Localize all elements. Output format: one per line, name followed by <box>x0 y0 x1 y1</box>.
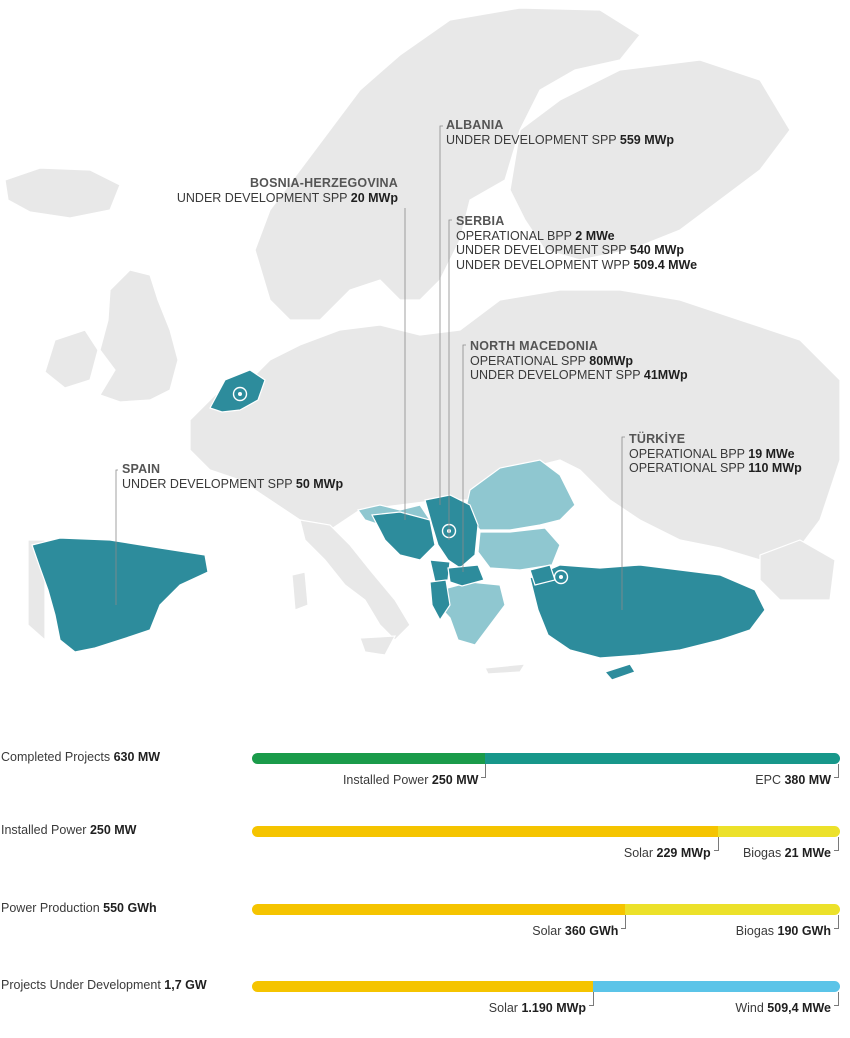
label-bosnia: BOSNIA-HERZEGOVINA UNDER DEVELOPMENT SPP 20 MWp <box>176 176 398 205</box>
bar-track <box>252 826 840 837</box>
bar-completed-projects <box>0 750 850 810</box>
segment-label: Solar 229 MWp <box>623 846 711 860</box>
bar-segment <box>485 753 840 764</box>
label-albania: ALBANIA UNDER DEVELOPMENT SPP 559 MWp <box>446 118 675 147</box>
country-bosnia <box>372 512 435 560</box>
segment-label: EPC 380 MW <box>755 773 831 787</box>
bar-label: Completed Projects 630 MW <box>1 750 161 764</box>
label-spain: SPAIN UNDER DEVELOPMENT SPP 50 MWp <box>122 462 344 491</box>
label-spain-title: SPAIN <box>122 462 161 476</box>
segment-label: Wind 509,4 MWe <box>735 1001 831 1015</box>
label-albania-title: ALBANIA <box>446 118 504 132</box>
bar-segment <box>252 981 593 992</box>
bar-label: Projects Under Development 1,7 GW <box>1 978 207 992</box>
label-bosnia-title: BOSNIA-HERZEGOVINA <box>249 176 398 190</box>
bar-track <box>252 753 840 764</box>
bar-segment <box>625 904 840 915</box>
bar-segment <box>718 826 840 837</box>
country-turkiye <box>530 565 765 658</box>
label-north-macedonia-title: NORTH MACEDONIA <box>470 339 598 353</box>
bar-segment <box>252 753 485 764</box>
segment-label: Installed Power 250 MW <box>342 773 479 787</box>
label-serbia: SERBIA OPERATIONAL BPP 2 MWe UNDER DEVELOPMENT SPP 540 MWp UNDER DEVELOPMENT WPP 509.4 MWe <box>456 214 698 272</box>
segment-label: Solar 360 GWh <box>532 924 619 938</box>
bar-segment <box>593 981 840 992</box>
bar-power-production <box>0 901 850 961</box>
bar-installed-power <box>0 823 850 883</box>
country-serbia <box>425 495 478 568</box>
segment-label: Biogas 190 GWh <box>735 924 831 938</box>
bar-segment <box>252 904 625 915</box>
bar-segment <box>252 826 718 837</box>
bar-projects-under-development <box>0 978 850 1038</box>
bar-label: Installed Power 250 MW <box>1 823 137 837</box>
bar-label: Power Production 550 GWh <box>1 901 157 915</box>
segment-label: Solar 1.190 MWp <box>488 1001 587 1015</box>
label-serbia-title: SERBIA <box>456 214 505 228</box>
segment-label: Biogas 21 MWe <box>742 846 831 860</box>
bar-track <box>252 981 840 992</box>
label-north-macedonia: NORTH MACEDONIA OPERATIONAL SPP 80MWp UNDER DEVELOPMENT SPP 41MWp <box>470 339 688 382</box>
label-turkiye-title: TÜRKİYE <box>629 432 686 446</box>
country-spain <box>32 538 208 652</box>
bar-track <box>252 904 840 915</box>
label-turkiye: TÜRKİYE OPERATIONAL BPP 19 MWe OPERATIONAL SPP 110 MWp <box>629 432 802 475</box>
